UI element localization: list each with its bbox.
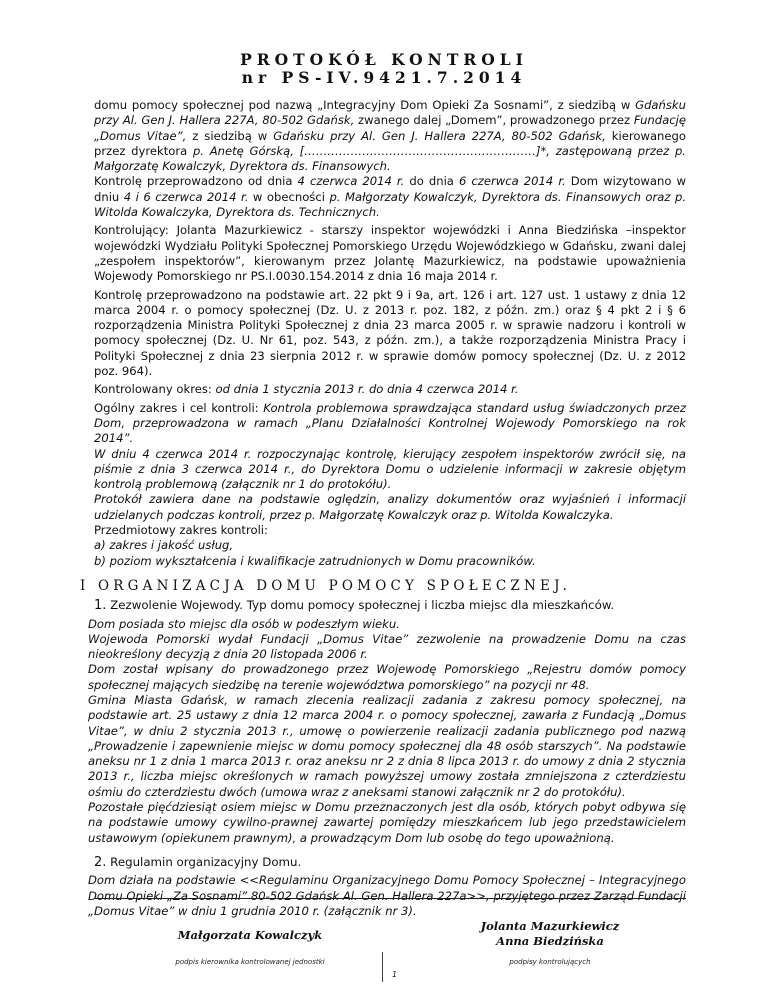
subsection-content xyxy=(88,873,686,919)
caption-right: podpisy kontrolujących xyxy=(509,958,591,966)
signers-right xyxy=(450,919,650,949)
signer-right-2: Anna Biedzińska xyxy=(496,934,604,948)
signer-right-1: Jolanta Mazurkiewicz xyxy=(480,919,620,933)
scope-paragraph: Ogólny zakres i cel kontroli: Kontrola problemowa sprawdzająca standard usług świadczonych przez Dom, przeprowadzona w ramach „Planu Działalności Kontrolnej Wojewody Pomorskiego na rok 2014”. xyxy=(94,400,686,446)
signer-left: Małgorzata Kowalczyk xyxy=(177,928,323,942)
controllers-paragraph: Kontrolujący: Jolanta Mazurkiewicz - starszy inspektor wojewódzki i Anna Biedzińska –inspektor wojewódzki Wydziału Polityki Społecznej Pomorskiego Urzędu Wojewódzkiego w Gdańsku, zwani dalej „zespołem inspektorów”, kierowanym przez Jolantę Mazurkiewicz, na podstawie upoważnienia Wojewody Pomorskiego nr PS.I.0030.154.2014 z dnia 16 maja 2014 r. xyxy=(94,223,686,284)
subsection-paragraph: Dom został wpisany do prowadzonego przez Wojewodę Pomorskiego „Rejestru domów pomocy społecznej mających siedzibę na terenie województwa pomorskiego” na pozycji nr 48. xyxy=(88,662,686,692)
document-number: nr PS-IV.9421.7.2014 xyxy=(241,68,527,87)
footer-divider xyxy=(94,898,686,899)
dates-paragraph: Kontrolę przeprowadzono od dnia 4 czerwca 2014 r. do dnia 6 czerwca 2014 r. Dom wizytowano w dniu 4 i 6 czerwca 2014 r. w obecności p. Małgorzaty Kowalczyk, Dyrektora ds. Finansowych oraz p. Witolda Kowalczyka, Dyrektora ds. Technicznych. xyxy=(94,174,686,220)
subsection-heading: 2. Regulamin organizacyjny Domu. xyxy=(94,854,302,870)
subsection-paragraph: Wojewoda Pomorski wydał Fundacji „Domus Vitae” zezwolenie na prowadzenie Domu na czas nieokreślony decyzją z dnia 20 listopada 2006 r. xyxy=(88,631,686,662)
caption-left: podpis kierownika kontrolowanej jednostki xyxy=(175,958,325,966)
section-title: I ORGANIZACJA DOMU POMOCY SPOŁECZNEJ. xyxy=(80,577,572,594)
subsection-content xyxy=(88,617,686,846)
subsection-paragraph: Dom posiada sto miejsc dla osób w podeszłym wieku. xyxy=(88,616,400,631)
page-number: 1 xyxy=(392,970,398,979)
footer-separator xyxy=(382,952,383,982)
notice-paragraph: W dniu 4 czerwca 2014 r. rozpoczynając kontrolę, kierujący zespołem inspektorów zwrócił się, na piśmie z dnia 3 czerwca 2014 r., do Dyrektora Domu o udzielenie informacji w zakresie objętym kontrolą problemową (załącznik nr 1 do protokółu). xyxy=(94,446,686,492)
legal-basis-paragraph: Kontrolę przeprowadzono na podstawie art. 22 pkt 9 i 9a, art. 126 i art. 127 ust. 1 ustawy z dnia 12 marca 2004 r. o pomocy społecznej (Dz. U. z 2013 r. poz. 182, z późn. zm.) oraz § 4 pkt 2 i § 6 rozporządzenia Ministra Polityki Społecznej z dnia 23 marca 2005 r. w sprawie nadzoru i kontroli w pomocy społecznej (Dz. U. Nr 61, poz. 543, z późn. zm.), a także rozporządzenia Ministra Pracy i Polityki Społecznej z dnia 23 sierpnia 2012 r. w sprawie domów pomocy społecznej (Dz. U. z 2012 poz. 964). xyxy=(94,287,686,379)
document-body xyxy=(80,98,686,919)
subsection-paragraph: Dom działa na podstawie <<Regulaminu Organizacyjnego Domu Pomocy Społecznej – Integracyjnego Domu Opieki „Za Sosnami” 80-502 Gdańsk Al. Gen. Hallera 227a>>, przyjętego przez Zarząd Fundacji „Domus Vitae” w dniu 1 grudnia 2010 r. (załącznik nr 3). xyxy=(88,873,686,918)
subject-item: a) zakres i jakość usług, xyxy=(94,538,234,553)
subsection-heading: 1. Zezwolenie Wojewody. Typ domu pomocy społecznej i liczba miejsc dla mieszkańców. xyxy=(94,598,615,614)
subject-label: Przedmiotowy zakres kontroli: xyxy=(94,523,268,538)
subsection-paragraph: Gmina Miasta Gdańsk, w ramach zlecenia realizacji zadania z zakresu pomocy społecznej, na podstawie art. 25 ustawy z dnia 12 marca 2004 r. o pomocy społecznej, zawarła z Fundacją „Domus Vitae”, w dniu 2 stycznia 2013 r., umowę o powierzenie realizacji zadania publicznego pod nazwą „Prowadzenie i zapewnienie miejsc w domu pomocy społecznej dla 48 osób starszych”. Na podstawie aneksu nr 1 z dnia 1 marca 2013 r. oraz aneksu nr 2 z dnia 8 lipca 2013 r. do umowy z dnia 2 stycznia 2013 r., liczba miejsc określonych w ramach powyższej umowy została zmniejszona z czterdziestu ośmiu do czterdziestu dwóch (umowa wraz z aneksami stanowi załącznik nr 2 do protokółu). xyxy=(88,692,686,799)
subsection-paragraph: Pozostałe pięćdziesiąt osiem miejsc w Domu przeznaczonych jest dla osób, których pobyt odbywa się na podstawie umowy cywilno-prawnej zawartej pomiędzy mieszkańcem lub jego przedstawicielem ustawowym (opiekunem prawnym), a prowadzącym Dom lub osobę do tego upoważnioną. xyxy=(88,800,686,845)
protocol-basis-paragraph: Protokół zawiera dane na podstawie oględzin, analizy dokumentów oraz wyjaśnień i informacji udzielanych podczas kontroli, przez p. Małgorzatę Kowalczyk oraz p. Witolda Kowalczyka. xyxy=(94,492,686,522)
intro-paragraph: domu pomocy społecznej pod nazwą „Integracyjny Dom Opieki Za Sosnami”, z siedzibą w Gdańsku przy Al. Gen J. Hallera 227A, 80-502 Gdańsk, zwanego dalej „Domem”, prowadzonego przez Fundację „Domus Vitae”, z siedzibą w Gdańsku przy Al. Gen J. Hallera 227A, 80-502 Gdańsk, kierowanego przez dyrektora p. Anetę Górską, [……………………………………………………]*, zastępowaną przez p. Małgorzatę Kowalczyk, Dyrektora ds. Finansowych. xyxy=(94,98,686,174)
document-title: PROTOKÓŁ KONTROLI xyxy=(240,50,528,69)
period-paragraph: Kontrolowany okres: od dnia 1 stycznia 2013 r. do dnia 4 czerwca 2014 r. xyxy=(94,382,519,397)
subject-item: b) poziom wykształcenia i kwalifikacje zatrudnionych w Domu pracowników. xyxy=(94,553,536,568)
